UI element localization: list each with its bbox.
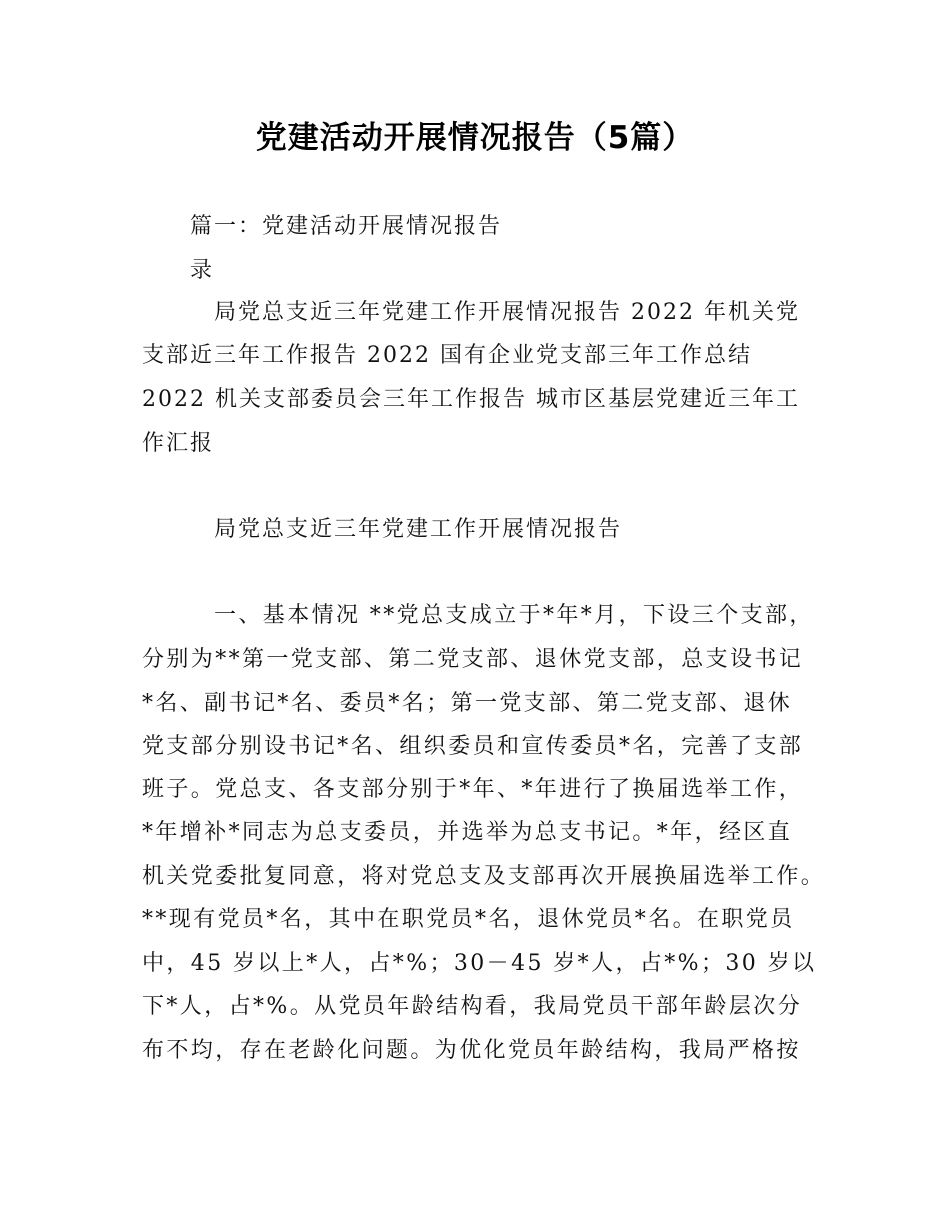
body-line: 分别为**第一党支部、第二党支部、退休党支部，总支设书记	[142, 647, 804, 672]
body-line: 班子。党总支、各支部分别于*年、*年进行了换届选举工作，	[142, 777, 804, 802]
toc-line: 局党总支近三年党建工作开展情况报告 2022 年机关党	[214, 300, 800, 325]
body-line: *名、副书记*名、委员*名；第一党支部、第二党支部、退休	[142, 691, 793, 716]
toc-line: 作汇报	[142, 431, 215, 456]
body-line: **现有党员*名，其中在职党员*名，退休党员*名。在职党员	[142, 907, 795, 932]
body-line: 下*人，占*%。从党员年龄结构看，我局党员干部年龄层次分	[142, 994, 803, 1019]
body-line: *年增补*同志为总支委员，并选举为总支书记。*年，经区直	[142, 820, 793, 845]
body-line: 机关党委批复同意，将对党总支及支部再次开展换届选举工作。	[142, 864, 826, 889]
toc-line: 2022 机关支部委员会三年工作报告 城市区基层党建近三年工	[142, 387, 800, 412]
body-line: 党支部分别设书记*名、组织委员和宣传委员*名，完善了支部	[142, 734, 804, 759]
body-line: 一、基本情况 **党总支成立于*年*月，下设三个支部，	[214, 603, 814, 628]
report-subtitle: 局党总支近三年党建工作开展情况报告	[214, 517, 623, 542]
toc-label: 录	[190, 258, 215, 283]
toc-line: 支部近三年工作报告 2022 国有企业党支部三年工作总结	[142, 343, 752, 368]
body-line: 布不均，存在老龄化问题。为优化党员年龄结构，我局严格按	[142, 1038, 801, 1063]
document-title: 党建活动开展情况报告（5篇）	[255, 120, 695, 156]
section-heading: 篇一：党建活动开展情况报告	[190, 214, 503, 239]
body-line: 中，45 岁以上*人，占*%；30－45 岁*人，占*%；30 岁以	[142, 951, 817, 976]
